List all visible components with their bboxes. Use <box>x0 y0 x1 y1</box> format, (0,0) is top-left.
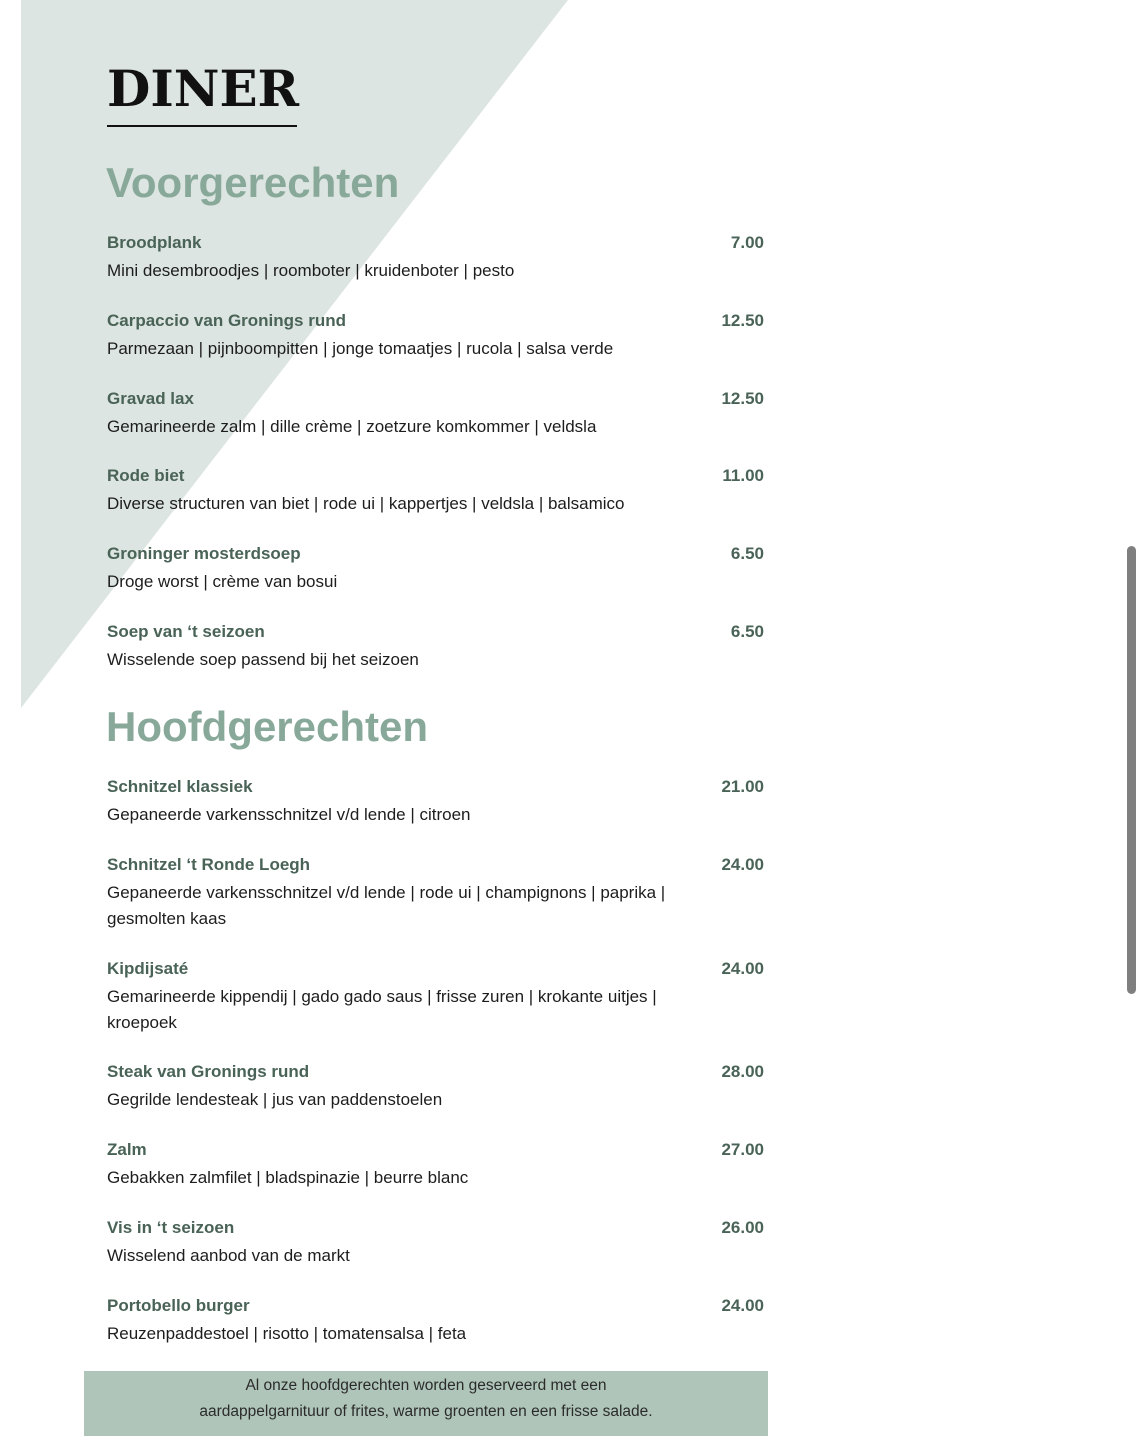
item-name: Carpaccio van Gronings rund <box>107 311 346 330</box>
item-description: Reuzenpaddestoel | risotto | tomatensalsa | feta <box>107 1324 467 1343</box>
item-price: 21.00 <box>721 777 764 796</box>
item-description: Gepaneerde varkensschnitzel v/d lende | rode ui | champignons | paprika | gesmolten kaas <box>107 883 666 928</box>
section-heading-starters: Voorgerechten <box>106 159 400 206</box>
item-description: Wisselend aanbod van de markt <box>107 1246 350 1265</box>
note-line: Al onze hoofdgerechten worden geserveerd met een <box>245 1377 607 1394</box>
item-description: Wisselende soep passend bij het seizoen <box>107 650 419 669</box>
item-description: Gegrilde lendesteak | jus van paddenstoelen <box>107 1090 443 1109</box>
mains-note-box <box>84 1371 768 1436</box>
item-price: 24.00 <box>721 959 764 978</box>
item-name: Schnitzel klassiek <box>107 777 253 796</box>
item-description: Mini desembroodjes | roomboter | kruidenboter | pesto <box>107 261 515 280</box>
title-underline <box>107 125 297 127</box>
scrollbar-thumb[interactable] <box>1127 546 1136 994</box>
item-price: 27.00 <box>721 1140 764 1159</box>
item-price: 12.50 <box>721 389 764 408</box>
item-price: 24.00 <box>721 855 764 874</box>
item-description: Diverse structuren van biet | rode ui | kappertjes | veldsla | balsamico <box>107 494 625 513</box>
item-name: Vis in ‘t seizoen <box>107 1218 235 1237</box>
section-heading-mains: Hoofdgerechten <box>106 703 429 750</box>
item-name: Rode biet <box>107 466 185 485</box>
item-price: 24.00 <box>721 1296 764 1315</box>
item-name: Steak van Gronings rund <box>107 1062 310 1081</box>
item-price: 12.50 <box>721 311 764 330</box>
item-name: Gravad lax <box>107 389 194 408</box>
item-name: Portobello burger <box>107 1296 250 1315</box>
item-description: Droge worst | crème van bosui <box>107 572 338 591</box>
item-price: 7.00 <box>730 233 764 252</box>
item-name: Groninger mosterdsoep <box>107 544 301 563</box>
item-name: Zalm <box>107 1140 147 1159</box>
item-price: 28.00 <box>721 1062 764 1081</box>
item-description: Gepaneerde varkensschnitzel v/d lende | citroen <box>107 805 471 824</box>
item-price: 6.50 <box>730 544 764 563</box>
item-name: Broodplank <box>107 233 202 252</box>
item-price: 6.50 <box>730 622 764 641</box>
item-name: Soep van ‘t seizoen <box>107 622 265 641</box>
item-name: Schnitzel ‘t Ronde Loegh <box>107 855 311 874</box>
item-description: Gebakken zalmfilet | bladspinazie | beurre blanc <box>107 1168 469 1187</box>
note-line: aardappelgarnituur of frites, warme groenten en een frisse salade. <box>199 1403 653 1420</box>
item-description: Parmezaan | pijnboompitten | jonge tomaatjes | rucola | salsa verde <box>107 339 614 358</box>
item-description: Gemarineerde zalm | dille crème | zoetzure komkommer | veldsla <box>107 417 597 436</box>
page-title: DINER <box>107 59 300 118</box>
item-price: 26.00 <box>721 1218 764 1237</box>
item-price: 11.00 <box>722 466 764 485</box>
item-name: Kipdijsaté <box>107 959 189 978</box>
item-description: Gemarineerde kippendij | gado gado saus | frisse zuren | krokante uitjes | kroepoek <box>107 987 657 1032</box>
